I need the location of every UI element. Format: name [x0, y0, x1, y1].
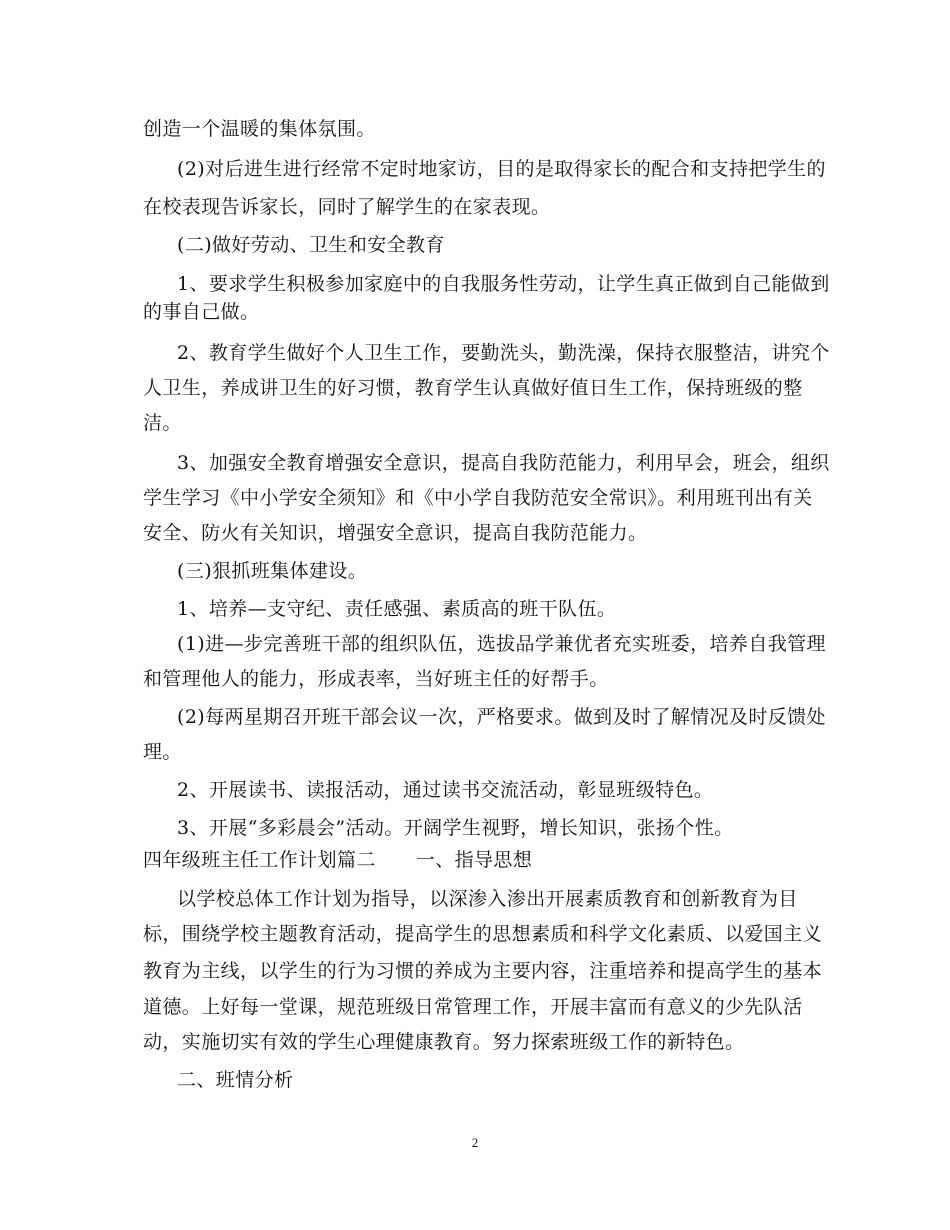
text-line: 1、培养—支守纪、责任感强、素质高的班干队伍。 [177, 598, 617, 620]
section-heading: (三)狠抓班集体建设。 [177, 560, 368, 582]
text-line: 人卫生，养成讲卫生的好习惯，教育学生认真做好值日生工作，保持班级的整 [143, 377, 803, 399]
text-line: 标，围绕学校主题教育活动，提高学生的思想素质和科学文化素质、以爱国主义 [143, 923, 823, 945]
text-line: (1)进—步完善班干部的组织队伍，选拔品学兼优者充实班委，培养自我管理 [177, 633, 826, 655]
text-line: 1、要求学生积极参加家庭中的自我服务性劳动，让学生真正做到自己能做到 [177, 273, 830, 295]
text-line: 动，实施切实有效的学生心理健康教育。努力探索班级工作的新特色。 [143, 1031, 745, 1053]
section-heading: 一、指导思想 [415, 849, 533, 871]
text-line: 3、开展“多彩晨会”活动。开阔学生视野，增长知识，张扬个性。 [177, 817, 734, 839]
text-line: 创造一个温暖的集体氛围。 [143, 118, 376, 140]
text-line: 3、加强安全教育增强安全意识，提高自我防范能力，利用早会，班会，组织 [177, 452, 830, 474]
text-line: 理。 [143, 741, 182, 763]
page-number: 2 [471, 1135, 479, 1150]
text-line: 以学校总体工作计划为指导，以深渗入渗出开展素质教育和创新教育为目 [177, 888, 798, 910]
text-line: (2)对后进生进行经常不定时地家访，目的是取得家长的配合和支持把学生的 [177, 158, 826, 180]
text-line: 洁。 [143, 412, 182, 434]
section-title: 四年级班主任工作计划篇二 [143, 849, 376, 871]
text-line: 的事自己做。 [143, 301, 260, 323]
text-line: 在校表现告诉家长，同时了解学生的在家表现。 [143, 196, 551, 218]
text-line: 安全、防火有关知识，增强安全意识，提高自我防范能力。 [143, 522, 648, 544]
section-heading: 二、班情分析 [177, 1069, 294, 1091]
text-line: 道德。上好每一堂课，规范班级日常管理工作，开展丰富而有意义的少先队活 [143, 996, 803, 1018]
section-heading: (二)做好劳动、卫生和安全教育 [177, 234, 445, 256]
text-line: 学生学习《中小学安全须知》和《中小学自我防范安全常识》。利用班刊出有关 [143, 487, 813, 509]
text-line: 和管理他人的能力，形成表率，当好班主任的好帮手。 [143, 668, 609, 690]
text-line: 2、开展读书、读报活动，通过读书交流活动，彰显班级特色。 [177, 779, 714, 801]
text-line: 2、教育学生做好个人卫生工作，要勤洗头，勤洗澡，保持衣服整洁，讲究个 [177, 342, 830, 364]
text-line: (2)每两星期召开班干部会议一次，严格要求。做到及时了解情况及时反馈处 [177, 706, 826, 728]
text-line: 教育为主线，以学生的行为习惯的养成为主要内容，注重培养和提高学生的基本 [143, 960, 823, 982]
section-title-line [143, 848, 532, 872]
